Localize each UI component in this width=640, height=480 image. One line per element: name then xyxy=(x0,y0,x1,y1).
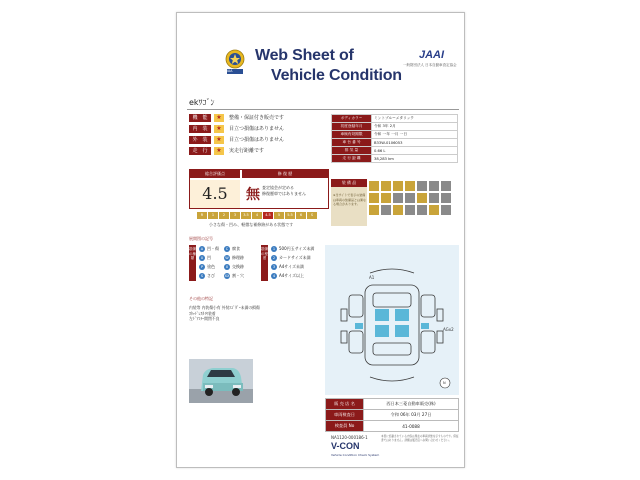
table-row xyxy=(332,131,458,139)
size-text: カードサイズ未満 xyxy=(279,255,311,260)
symbol-code: U xyxy=(200,256,204,260)
shop-value: 41-0088 xyxy=(364,421,459,432)
spec-value: 0.66 L xyxy=(372,147,458,155)
shop-value: 令和 06年 03月 27日 xyxy=(364,410,459,421)
size-text: 500円玉サイズ未満 xyxy=(279,246,315,251)
footer-note: 本書に記載されている内容は現在の車両状態を示すものです。保証書ではありません。詳細は販売店へお問い合わせください。 xyxy=(381,435,459,442)
star-icon: ★ xyxy=(214,136,224,144)
size-item xyxy=(271,272,304,280)
remark-line: ｽﾀｯﾄﾞﾚｽﾀｲﾔ装着 xyxy=(189,310,216,316)
spec-key: 走 行 距 離 xyxy=(332,155,372,163)
spec-value: ミントブルーメタリック xyxy=(372,115,458,123)
spec-key: 車検有効期限 xyxy=(332,131,372,139)
vcon-subtitle: Vehicle Condition Check System xyxy=(331,453,380,457)
star-icon: ★ xyxy=(214,114,224,122)
size-item xyxy=(271,263,304,271)
equipment-icon xyxy=(405,181,415,191)
scale-step: 4 xyxy=(252,212,262,219)
equipment-icon xyxy=(441,181,451,191)
car-outline-diagram xyxy=(325,245,459,395)
symbol-item xyxy=(224,272,244,280)
symbol-text: 塗色 xyxy=(207,264,215,269)
vehicle-photo xyxy=(189,359,253,403)
equipment-icon xyxy=(429,193,439,203)
table-row xyxy=(326,410,459,421)
shop-key: 検査員 No xyxy=(326,421,364,432)
remark-line: 内装等 内装傷小有 外装ｴｺﾞﾀﾞｰ未満の損傷 xyxy=(189,305,260,310)
condition-label: 内 装 xyxy=(189,125,211,133)
diagram-label-a1: A1 xyxy=(369,275,375,280)
condition-text: 整備・保証付き販売です xyxy=(229,115,285,121)
symbol-text: 凹・傷 xyxy=(207,246,219,251)
scale-step: R xyxy=(197,212,207,219)
symbol-item xyxy=(199,272,215,280)
spec-value: 令和 一年 一月 一日 xyxy=(372,131,458,139)
table-row xyxy=(326,421,459,432)
diagram-label-agx2: AGx2 xyxy=(443,327,454,332)
repair-header: 修 復 歴 xyxy=(242,170,328,178)
equipment-note: ※当サイトで表示の装備は車両の装備品とは異なる場合があります。 xyxy=(333,193,367,206)
symbol-text: 腐食 xyxy=(232,246,240,251)
repair-mark: 無 xyxy=(246,187,260,203)
table-row xyxy=(332,139,458,147)
repair-text-line1: 査定協会が定める xyxy=(262,185,294,190)
symbol-text: 修理跡 xyxy=(232,255,244,260)
equipment-icon xyxy=(369,181,379,191)
equipment-header: 装 備 品 xyxy=(331,179,367,187)
sheet-header xyxy=(177,13,466,93)
size-code: 3 xyxy=(272,265,276,269)
scale-step-active: 4.5 xyxy=(263,212,273,219)
symbol-code: C xyxy=(225,247,229,251)
equipment-icon xyxy=(405,205,415,215)
remark-line: 左ﾄﾞｱﾐﾗｰ開閉不良 xyxy=(189,316,220,321)
symbol-code: P xyxy=(200,265,204,269)
spec-key: 初度登録年月 xyxy=(332,123,372,131)
scale-note: 小さな傷・凹み、軽微な補修跡がある状態です xyxy=(209,222,294,227)
spec-key: 車 台 番 号 xyxy=(332,139,372,147)
vcon-logo: V-CON xyxy=(331,441,360,451)
sheet-code: NA1120-000186-1 xyxy=(331,435,368,440)
size-text: A4サイズ以上 xyxy=(279,273,304,278)
symbol-code: S xyxy=(200,274,204,278)
symbol-item xyxy=(224,245,240,253)
equipment-panel xyxy=(331,179,458,226)
spec-key: ボディカラー xyxy=(332,115,372,123)
equipment-icon xyxy=(381,205,391,215)
symbol-item xyxy=(199,254,211,262)
table-row xyxy=(332,115,458,123)
equipment-icon xyxy=(417,181,427,191)
diagram-label-n: N xyxy=(443,381,446,385)
equipment-icon xyxy=(369,193,379,203)
symbol-text: 凹 xyxy=(207,255,211,260)
shop-key: 車両検査日 xyxy=(326,410,364,421)
repair-text-line2: 修復歴車ではありません xyxy=(262,191,306,196)
equipment-icon xyxy=(381,181,391,191)
score-header: 総合評価点 xyxy=(190,170,240,178)
condition-row-function xyxy=(189,114,331,123)
symbol-item xyxy=(224,263,244,271)
symbol-text: さび xyxy=(207,273,215,278)
vehicle-damage-diagram xyxy=(325,245,459,395)
overall-score: 4.5 xyxy=(190,180,240,208)
size-item xyxy=(271,254,311,262)
divider xyxy=(187,109,459,110)
condition-label: 外 装 xyxy=(189,136,211,144)
damage-type-label: 損傷の種類 xyxy=(189,245,196,281)
equipment-icon xyxy=(417,205,427,215)
star-icon: ★ xyxy=(214,125,224,133)
symbol-item xyxy=(199,245,219,253)
shop-info-table xyxy=(325,398,459,432)
scale-step: S xyxy=(307,212,317,219)
condition-label: 機 能 xyxy=(189,114,211,122)
equipment-icon xyxy=(369,205,379,215)
shop-key: 販 売 店 名 xyxy=(326,399,364,410)
vehicle-condition-sheet xyxy=(176,12,465,468)
scale-step: 5 xyxy=(274,212,284,219)
car-image xyxy=(189,359,253,403)
equipment-icon xyxy=(441,205,451,215)
size-code: 2 xyxy=(272,256,276,260)
equipment-icon xyxy=(429,205,439,215)
equipment-icon xyxy=(393,181,403,191)
scale-step: 5.5 xyxy=(285,212,295,219)
damage-size-label: 損傷の程度 xyxy=(261,245,268,281)
size-code: 4 xyxy=(272,274,276,278)
symbol-code: X xyxy=(225,265,229,269)
sheet-title-line2: Vehicle Condition xyxy=(271,67,402,84)
condition-row-exterior xyxy=(189,136,331,145)
spec-value: 令和 3年 2月 xyxy=(372,123,458,131)
table-row xyxy=(326,399,459,410)
table-row xyxy=(332,123,458,131)
condition-text: 実走行距離です xyxy=(229,148,265,154)
equipment-icon xyxy=(405,193,415,203)
spec-value: 38,283 km xyxy=(372,155,458,163)
jaai-logo: JAAI xyxy=(419,49,445,61)
score-panel xyxy=(189,169,329,209)
condition-text: 目立つ損傷はありません xyxy=(229,137,285,143)
spec-key: 排 気 量 xyxy=(332,147,372,155)
spec-value: B33W-0106053 xyxy=(372,139,458,147)
badge-text: EVAA xyxy=(224,69,233,73)
sheet-title-line1: Web Sheet of xyxy=(255,47,354,64)
size-text: A4サイズ未満 xyxy=(279,264,304,269)
equipment-icon xyxy=(381,193,391,203)
scale-step: 3 xyxy=(230,212,240,219)
equipment-icon xyxy=(429,181,439,191)
condition-text: 目立つ損傷はありません xyxy=(229,126,285,132)
shop-value: 西日本三菱自動車販売(株) xyxy=(364,399,459,410)
condition-label: 走 行 xyxy=(189,147,211,155)
repair-text xyxy=(262,185,306,197)
jaai-subtitle: 一般財団法人 日本自動車査定協会 xyxy=(403,63,457,67)
table-row xyxy=(332,155,458,163)
symbol-text: 交換跡 xyxy=(232,264,244,269)
star-icon: ★ xyxy=(214,147,224,155)
scale-step: 6 xyxy=(296,212,306,219)
scale-step: 1 xyxy=(208,212,218,219)
equipment-icon xyxy=(393,193,403,203)
symbol-code: A xyxy=(200,247,204,251)
scale-step: 2 xyxy=(219,212,229,219)
equipment-icon xyxy=(441,193,451,203)
symbols-section-title: 展開図の記号 xyxy=(189,236,213,241)
symbol-code: W xyxy=(225,256,229,260)
remarks-section-title: その他の特記 xyxy=(189,296,213,301)
symbol-code: XX xyxy=(224,274,230,278)
symbol-item xyxy=(199,263,215,271)
scale-step: 3.5 xyxy=(241,212,251,219)
remarks-text xyxy=(189,305,260,322)
size-item xyxy=(271,245,314,253)
symbol-text: 割・穴 xyxy=(232,273,244,278)
condition-row-mileage xyxy=(189,147,331,156)
symbol-item xyxy=(224,254,244,262)
equipment-icon xyxy=(393,205,403,215)
size-code: 1 xyxy=(272,247,276,251)
equipment-icon xyxy=(417,193,427,203)
condition-row-interior xyxy=(189,125,331,134)
spec-table xyxy=(331,114,458,163)
table-row xyxy=(332,147,458,155)
vehicle-model: ekﾜｺﾞﾝ xyxy=(189,98,215,107)
